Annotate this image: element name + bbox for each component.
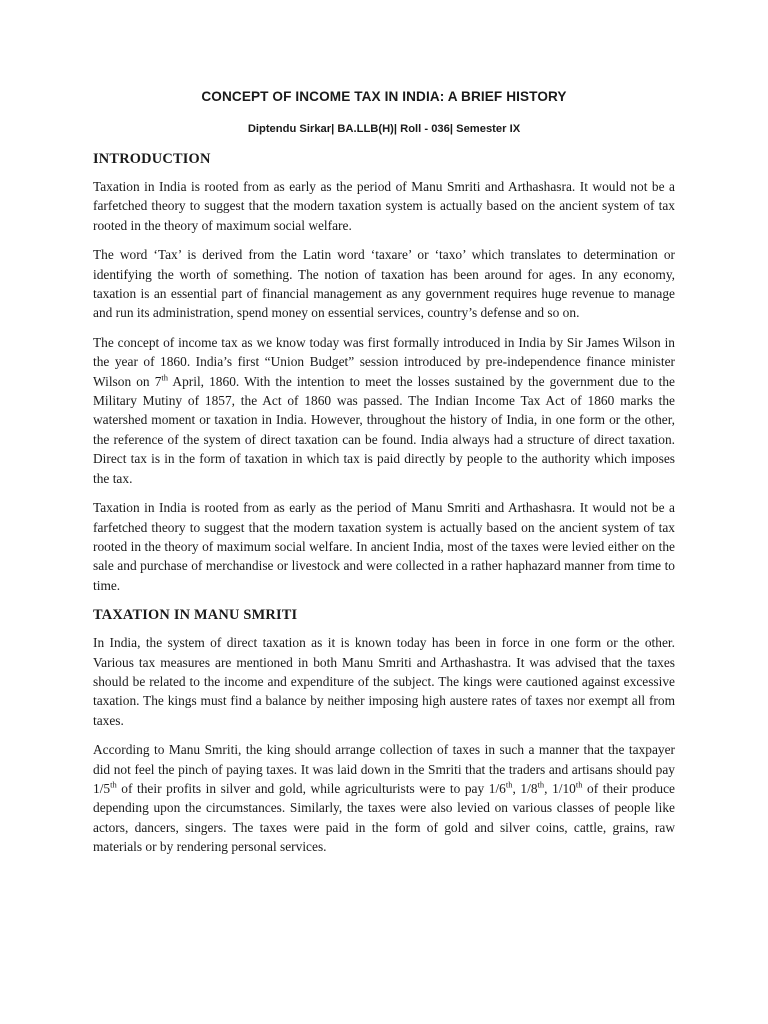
superscript: th <box>505 779 513 790</box>
text-run: of their profits in silver and gold, while agriculturists were to pay 1/6 <box>116 780 506 796</box>
paragraph: Taxation in India is rooted from as early as the period of Manu Smriti and Arthashasra. It would not be a farfetched theory to suggest that the modern taxation system is actually based on the ancient system of tax rooted in the theory of maximum social welfare. <box>93 179 675 233</box>
text-run: of their produce depending upon the circumstances. Similarly, the taxes were also levied on various classes of people like actors, dancers, singers. The taxes were paid in the form of gold and silver coins, cattle, grains, raw materials or by rendering personal services. <box>93 780 675 855</box>
text-run: April, 1860. With the intention to meet the losses sustained by the government due to the Military Mutiny of 1857, the Act of 1860 was passed. The Indian Income Tax Act of 1860 marks the watershed moment or taxation in India. However, throughout the history of India, in one form or the other, the reference of the system of direct taxation can be found. India always had a structure of direct taxation. Direct tax is in the form of taxation in which tax is paid directly by people to the authority which imposes the tax. <box>93 373 675 486</box>
text-run: , 1/8 <box>512 780 538 796</box>
text-run: The concept of income tax as we know today was first formally introduced in India by Sir James Wilson in the year of 1860. India’s first “Union Budget” session introduced by pre-independence finance minister Wilson on 7 <box>93 334 675 389</box>
author-line: Diptendu Sirkar| BA.LLB(H)| Roll - 036| Semester IX <box>247 123 521 135</box>
section-heading-manu-smriti: TAXATION IN MANU SMRITI <box>93 607 298 624</box>
document-title: CONCEPT OF INCOME TAX IN INDIA: A BRIEF HISTORY <box>201 89 567 104</box>
paragraph <box>93 740 675 856</box>
document-body <box>93 151 675 867</box>
superscript: th <box>161 372 169 383</box>
paragraph: In India, the system of direct taxation as it is known today has been in force in one form or the other. Various tax measures are mentioned in both Manu Smriti and Arthashastra. It was advised that the taxes should be related to the income and expenditure of the subject. The kings were cautioned against excessive taxation. The kings must find a balance by neither imposing high austere rates of taxes nor exempt all from taxes. <box>93 635 675 728</box>
superscript: th <box>537 779 545 790</box>
superscript: th <box>575 779 583 790</box>
superscript: th <box>110 779 117 790</box>
text-run: According to Manu Smriti, the king should arrange collection of taxes in such a manner that the taxpayer did not feel the pinch of paying taxes. It was laid down in the Smriti that the traders and artisans should pay 1/5 <box>93 742 675 796</box>
paragraph: The word ‘Tax’ is derived from the Latin word ‘taxare’ or ‘taxo’ which translates to determination or identifying the worth of something. The notion of taxation has been around for ages. In any economy, taxation is an essential part of financial management as any government requires huge revenue to manage and run its administration, spend money on essential services, country’s defense and so on. <box>93 247 675 321</box>
paragraph <box>93 333 675 488</box>
text-run: , 1/10 <box>544 780 576 796</box>
section-heading-introduction: INTRODUCTION <box>93 151 211 167</box>
paragraph: Taxation in India is rooted from as early as the period of Manu Smriti and Arthashasra. It would not be a farfetched theory to suggest that the modern taxation system is actually based on the ancient system of tax rooted in the theory of maximum social welfare. In ancient India, most of the taxes were levied either on the sale and purchase of merchandise or livestock and were collected in a rather haphazard manner from time to time. <box>93 500 675 593</box>
